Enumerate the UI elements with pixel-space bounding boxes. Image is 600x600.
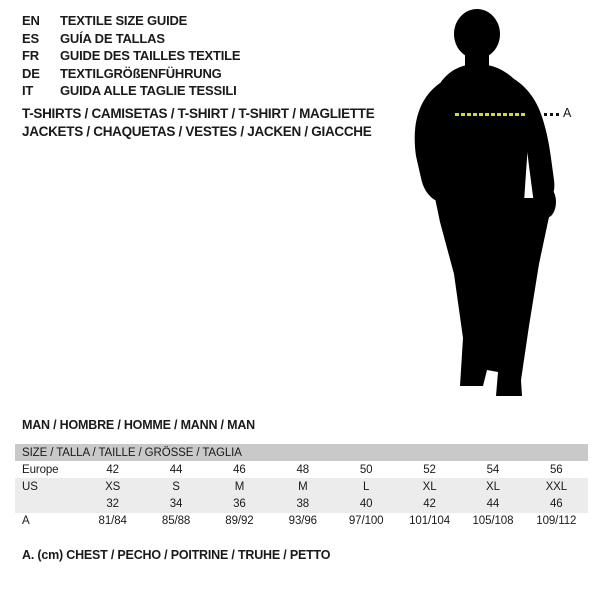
language-row: [22, 30, 240, 48]
table-cell: S: [172, 480, 180, 493]
table-row-us-numeric: [15, 496, 588, 513]
table-cell: 46: [550, 498, 563, 511]
language-title: TEXTILE SIZE GUIDE: [60, 13, 188, 29]
table-cell: 105/108: [472, 515, 514, 528]
table-cell: XL: [486, 480, 500, 493]
table-cell: 44: [486, 498, 500, 511]
table-cell: 50: [359, 463, 373, 476]
table-cell: 42: [106, 463, 119, 476]
table-cell: 89/92: [225, 515, 254, 528]
table-cell: 54: [486, 463, 500, 476]
garment-categories: [22, 105, 374, 141]
table-cell: 38: [296, 498, 310, 511]
language-title: TEXTILGRÖßENFÜHRUNG: [60, 65, 222, 81]
table-cell: XXL: [545, 480, 568, 493]
language-row: [22, 82, 240, 100]
table-cell: 36: [233, 498, 246, 511]
language-code: DE: [22, 65, 40, 81]
table-cell: 52: [423, 463, 436, 476]
table-cell: 42: [423, 498, 436, 511]
table-row-europe: [15, 461, 588, 478]
language-code: IT: [22, 83, 34, 99]
language-row: [22, 65, 240, 83]
table-cell: 44: [169, 463, 183, 476]
chest-measure-line-leader: [544, 113, 561, 116]
man-silhouette-icon: [402, 6, 568, 402]
table-cell: 34: [169, 498, 183, 511]
table-cell: L: [363, 480, 370, 493]
row-label: A: [22, 515, 30, 528]
section-title-man: MAN / HOMBRE / HOMME / MANN / MAN: [22, 418, 255, 432]
size-table-header: SIZE / TALLA / TAILLE / GRÖSSE / TAGLIA: [15, 444, 588, 461]
table-cell: 109/112: [536, 515, 577, 528]
language-list: [22, 12, 240, 100]
table-cell: 81/84: [98, 515, 127, 528]
language-code: ES: [22, 30, 39, 46]
table-cell: 40: [359, 498, 373, 511]
category-line-tshirts: T-SHIRTS / CAMISETAS / T-SHIRT / T-SHIRT / MAGLIETTE: [22, 106, 375, 121]
language-title: GUÍA DE TALLAS: [60, 30, 165, 46]
table-cell: 46: [233, 463, 246, 476]
language-title: GUIDA ALLE TAGLIE TESSILI: [60, 83, 237, 99]
table-cell: M: [298, 480, 308, 493]
table-row-us: [15, 478, 588, 495]
table-cell: 97/100: [348, 515, 384, 528]
chest-measure-line-yellow: [455, 113, 527, 116]
row-label: Europe: [22, 463, 59, 476]
measurement-footnote: A. (cm) CHEST / PECHO / POITRINE / TRUHE / PETTO: [22, 548, 331, 562]
man-silhouette-figure: [402, 6, 572, 402]
row-label: US: [22, 480, 38, 493]
table-cell: 32: [106, 498, 119, 511]
chest-measure-label: A: [563, 106, 572, 120]
size-table: [15, 444, 588, 530]
table-row-chest-cm: [15, 513, 588, 530]
table-cell: 48: [296, 463, 310, 476]
table-cell: XS: [105, 480, 121, 493]
language-row: [22, 47, 240, 65]
category-line-jackets: JACKETS / CHAQUETAS / VESTES / JACKEN / GIACCHE: [22, 124, 372, 139]
table-cell: 93/96: [288, 515, 317, 528]
language-code: EN: [22, 13, 40, 29]
table-cell: 101/104: [409, 515, 450, 528]
language-row: [22, 12, 240, 30]
table-cell: 85/88: [161, 515, 191, 528]
table-cell: M: [234, 480, 245, 493]
table-cell: XL: [422, 480, 437, 493]
language-title: GUIDE DES TAILLES TEXTILE: [60, 48, 241, 64]
table-cell: 56: [550, 463, 563, 476]
language-code: FR: [22, 48, 39, 64]
